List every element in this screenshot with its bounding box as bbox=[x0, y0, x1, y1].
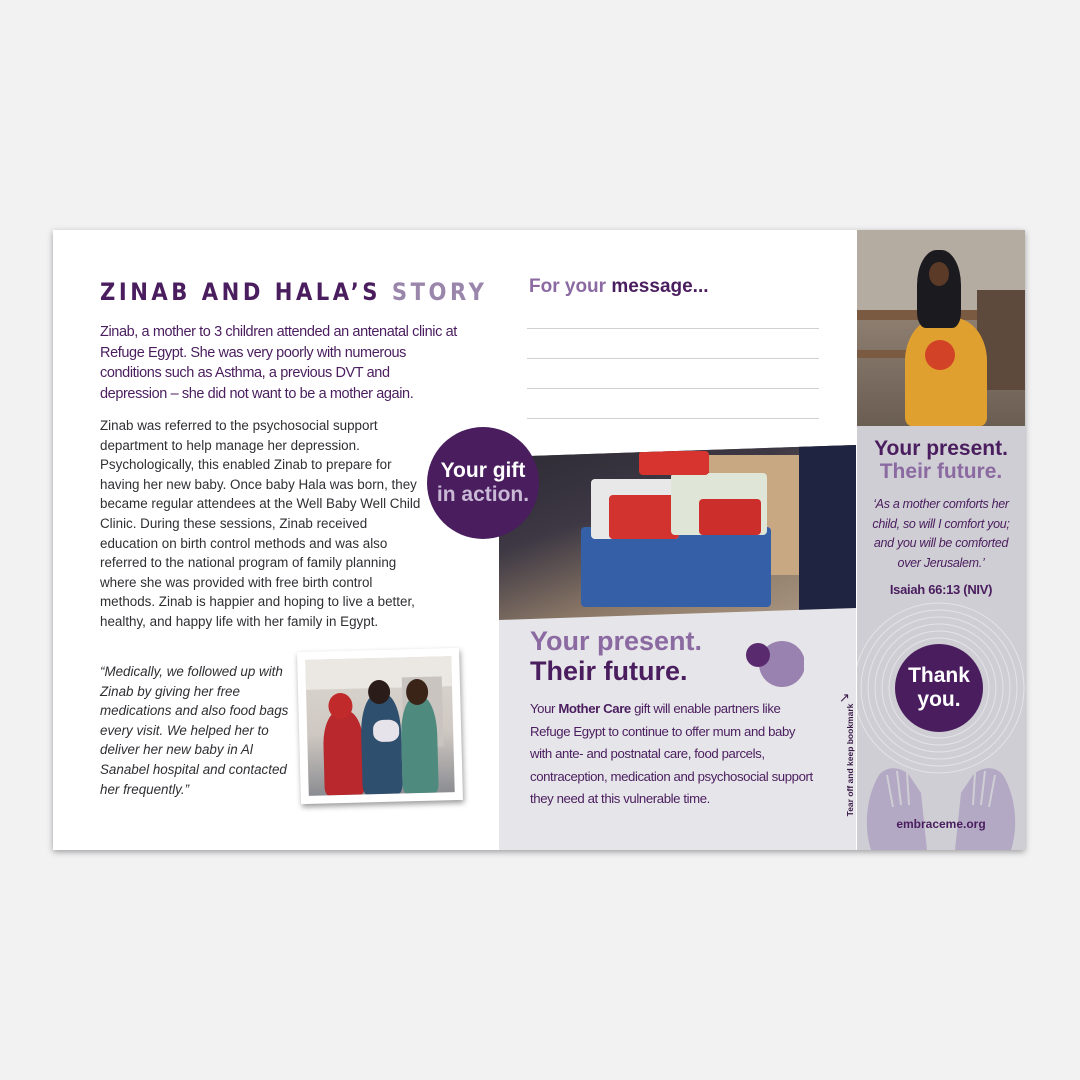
story-body: Zinab was referred to the psychosocial support department to help manage her depression. Psychologically, this enabled Zinab to prepare for having her new baby. Once baby Hala was born, they became regular attendees at the Well Baby Well Child Clinic. During these sessions, Zinab received education on birth control methods and was also referred to the national program of family planning where she was provided with free birth control methods. Zinab is happier and hoping to live a better, healthy, and happy life with her family in Egypt. bbox=[100, 418, 421, 629]
message-line[interactable] bbox=[527, 358, 819, 359]
open-hands-icon bbox=[857, 745, 1025, 850]
bookmark-photo bbox=[857, 230, 1025, 426]
story-quote: “Medically, we followed up with Zinab by giving her free medications and also food bags every visit. We helped her to deliver her new baby in Al Sanabel hospital and contacted her frequently.” bbox=[100, 664, 289, 797]
present-description: Your Mother Care gift will enable partners like Refuge Egypt to continue to offer mum and baby with ante- and postnatal care, food parcels, contraception, medication and psychosocial support they need at this vulnerable time. bbox=[530, 701, 813, 806]
message-line[interactable] bbox=[527, 418, 819, 419]
story-intro: Zinab, a mother to 3 children attended an antenatal clinic at Refuge Egypt. She was very poorly with numerous conditions such as Asthma, a previous DVT and depression – she did not want to be a mother again. bbox=[100, 324, 457, 402]
website-link[interactable]: embraceme.org bbox=[896, 817, 986, 831]
family-photo-image bbox=[305, 656, 455, 796]
tear-off-note: Tear off and keep bookmark bbox=[845, 703, 855, 817]
story-title: ZINAB AND HALA’S STORY bbox=[100, 278, 488, 306]
bookmark-reference: Isaiah 66:13 (NIV) bbox=[889, 582, 993, 597]
bookmark[interactable] bbox=[857, 230, 1025, 850]
message-title: For your message... bbox=[529, 276, 709, 297]
food-parcel-photo bbox=[499, 445, 856, 620]
bookmark-title: Your present. Their future. bbox=[874, 437, 1008, 483]
story-title-accent: STORY bbox=[391, 278, 488, 306]
curved-arrow-icon: ↗ bbox=[839, 690, 850, 705]
gift-in-action-badge: Your gift in action. bbox=[427, 427, 539, 539]
greeting-card bbox=[53, 230, 1025, 850]
family-photo bbox=[297, 648, 463, 804]
thank-you-badge: Thank you. bbox=[895, 644, 983, 732]
present-title: Your present. Their future. bbox=[530, 626, 703, 686]
message-line[interactable] bbox=[527, 388, 819, 389]
bookmark-quote: ‘As a mother comforts her child, so will I comfort you; and you will be comforted over Jerusalem.’ bbox=[872, 497, 1010, 570]
message-line[interactable] bbox=[527, 328, 819, 329]
decorative-dots-icon bbox=[744, 638, 804, 688]
